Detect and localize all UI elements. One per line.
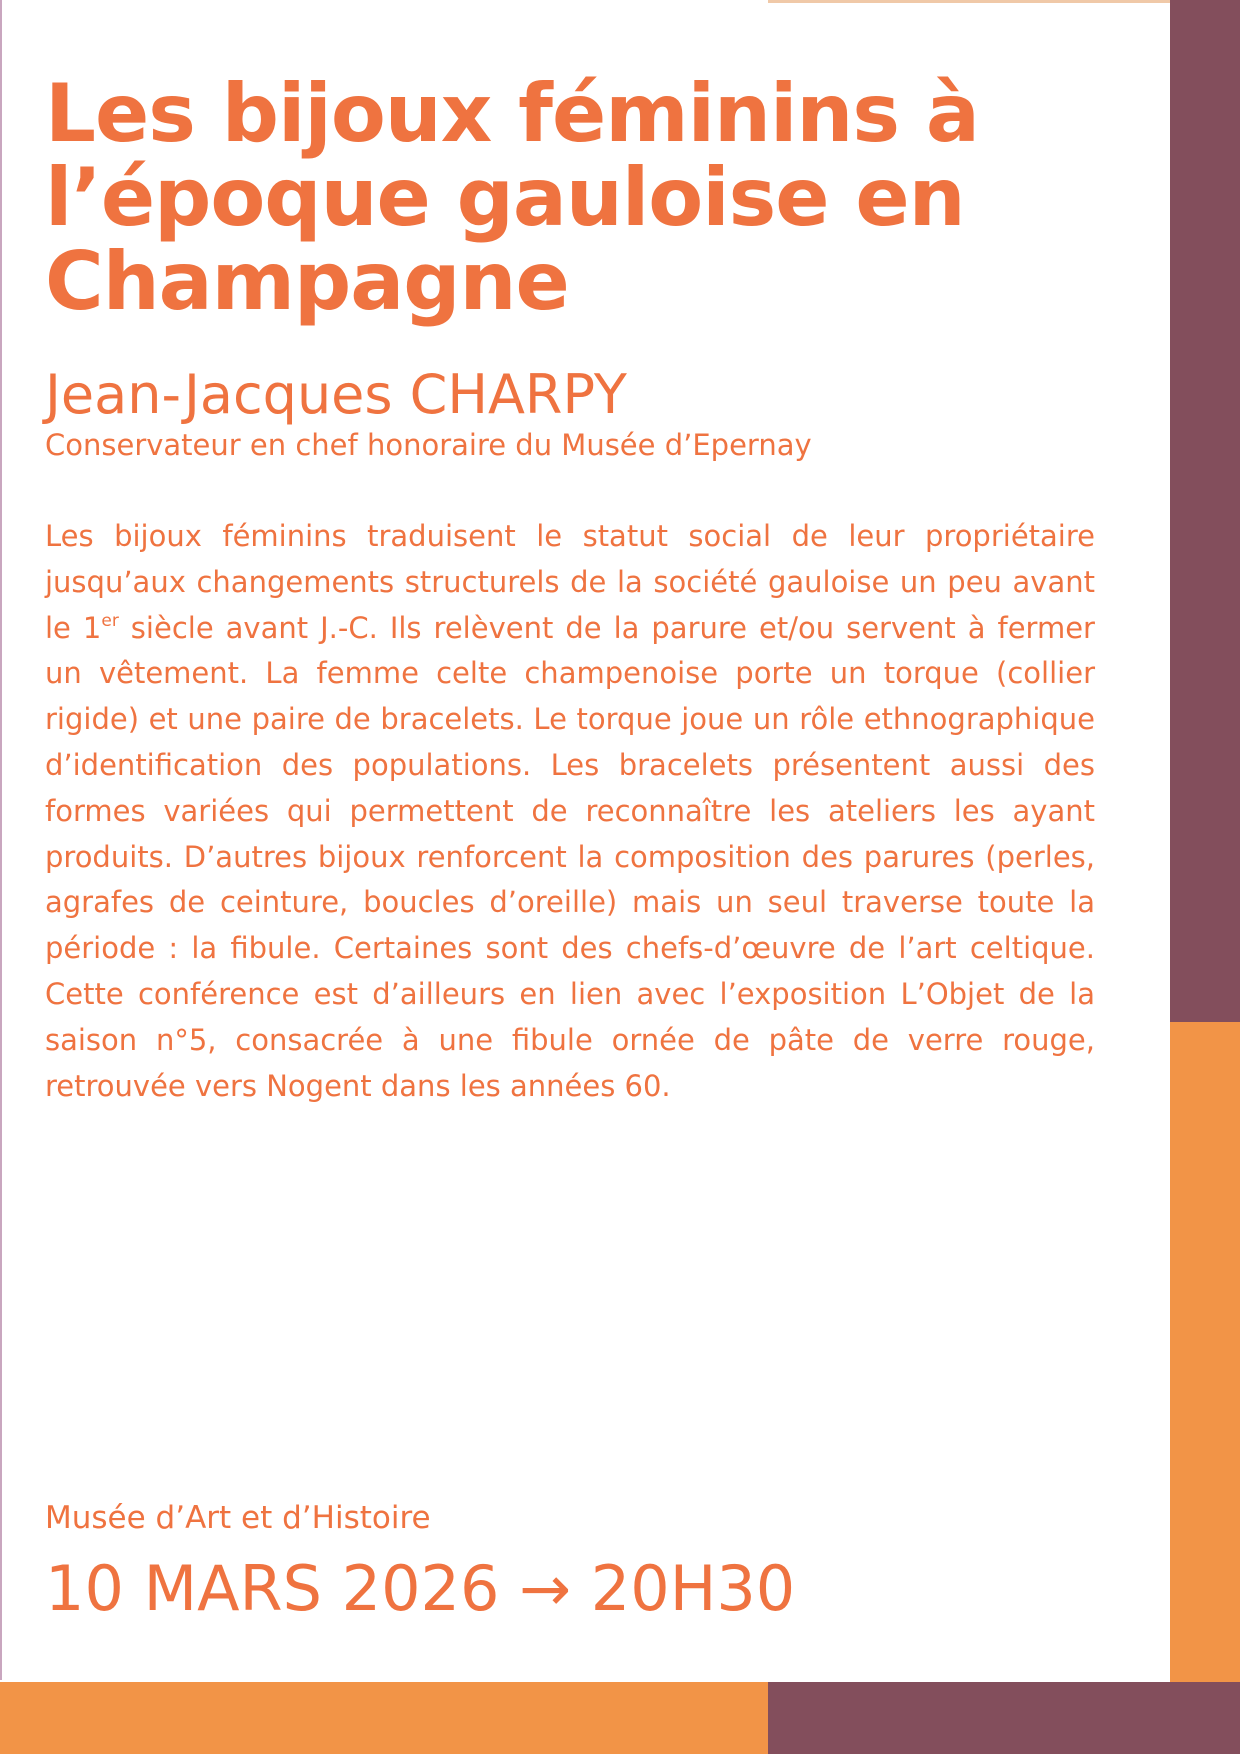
venue: Musée d’Art et d’Histoire xyxy=(45,1500,431,1536)
abstract-paragraph xyxy=(45,514,1095,1109)
page-title: Les bijoux féminins à l’époque gauloise en Champagne xyxy=(45,67,979,328)
left-edge-line xyxy=(0,0,2,1680)
right-band-plum xyxy=(1170,0,1240,1022)
poster-content xyxy=(45,67,1095,1109)
abstract-text-start: Les bijoux féminins traduisent le statut social de leur propriétaire jusqu’aux changements structurels de la société gauloise un peu avant le 1 xyxy=(45,519,1095,645)
top-rule xyxy=(768,0,1170,3)
event-footer xyxy=(45,1496,795,1624)
bottom-band-orange xyxy=(0,1682,768,1754)
ordinal-superscript: er xyxy=(101,610,119,631)
abstract-text-rest: siècle avant J.-C. Ils relèvent de la parure et/ou servent à fermer un vêtement. La femme celte champenoise porte un torque (collier rigide) et une paire de bracelets. Le torque joue un rôle ethnographique d’identification des populations. Les bracelets présentent aussi des formes variées qui permettent de reconnaître les ateliers les ayant produits. D’autres bijoux renforcent la composition des parures (perles, agrafes de ceinture, boucles d’oreille) mais un seul traverse toute la période : la fibule. Certaines sont des chefs-d’œuvre de l’art celtique. Cette conférence est d’ailleurs en lien avec l’exposition L’Objet de la saison n°5, consacrée à une fibule ornée de pâte de verre rouge, retrouvée vers Nogent dans les années 60. xyxy=(45,610,1095,1103)
speaker-role: Conservateur en chef honoraire du Musée d’Epernay xyxy=(45,428,812,462)
event-datetime: 10 MARS 2026 → 20H30 xyxy=(45,1552,796,1625)
right-band-orange xyxy=(1170,1022,1240,1682)
bottom-band-plum xyxy=(768,1682,1240,1754)
speaker-name: Jean-Jacques CHARPY xyxy=(45,363,627,426)
